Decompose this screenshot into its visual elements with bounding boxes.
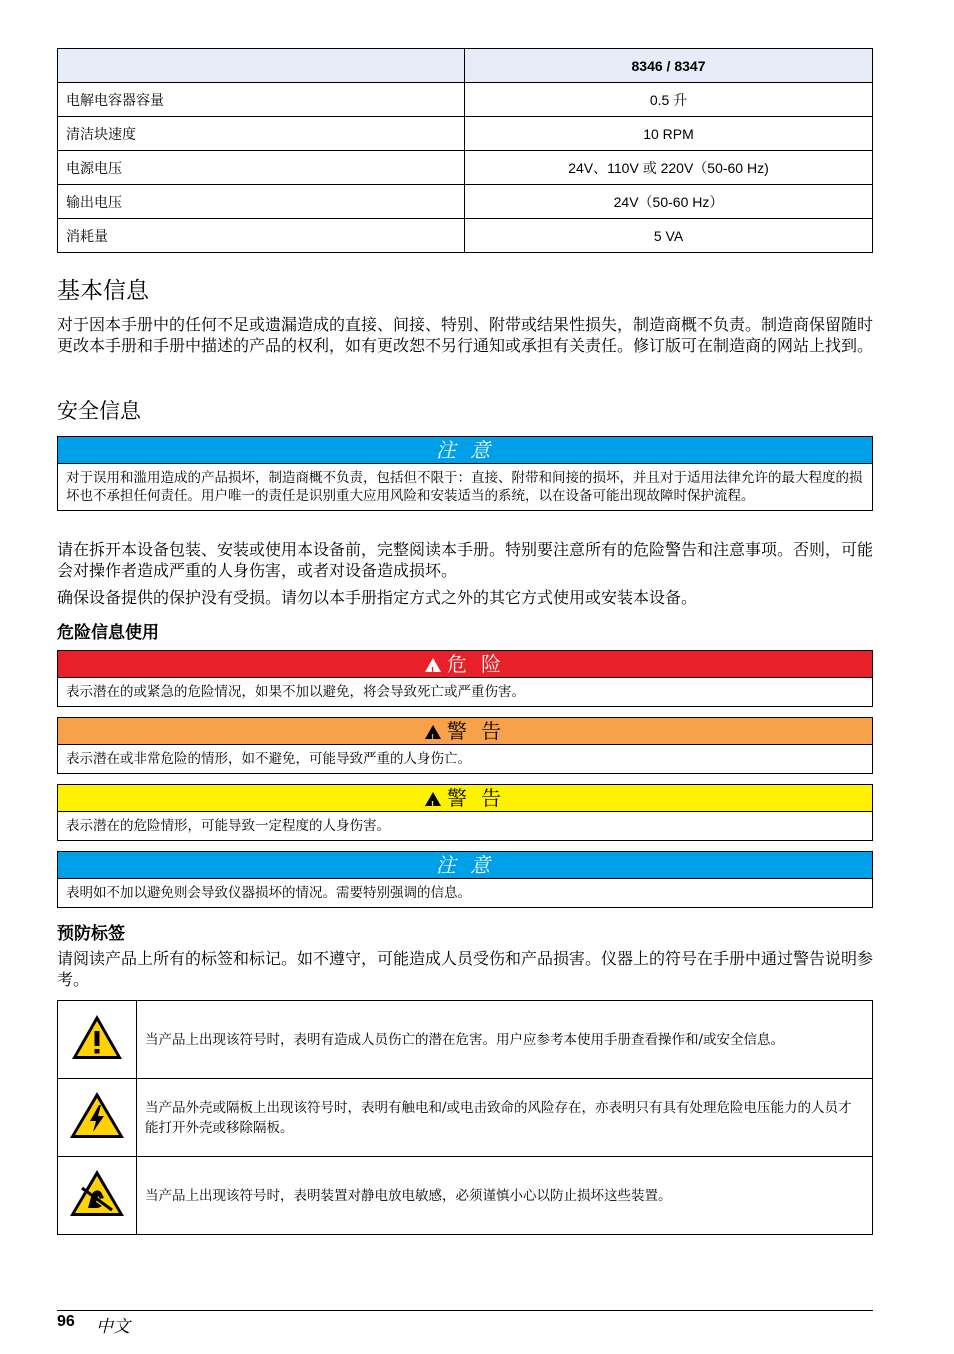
caution-text: 表示潜在的危险情形，可能导致一定程度的人身伤害。	[66, 818, 390, 834]
warning-box	[57, 717, 873, 774]
caution-label: 警 告	[446, 786, 506, 810]
warning-bar	[58, 718, 872, 745]
notice-text: 对于误用和滥用造成的产品损坏，制造商概不负责，包括但不限于：直接、附带和间接的损坏，并且对于适用法律允许的最大程度的损坏也不承担任何责任。用户唯一的责任是识别重大应用风险和安装适当的系统，以在设备可能出现故障时保护流程。	[66, 470, 863, 504]
spec-label: 电解电容器容量	[58, 83, 465, 117]
safety-paragraph-2: 确保设备提供的保护没有受损。请勿以本手册指定方式之外的其它方式使用或安装本设备。	[57, 588, 698, 607]
spec-header-cell-2: 8346 / 8347	[465, 49, 873, 83]
spec-label: 清洁块速度	[58, 117, 465, 151]
spec-value: 24V、110V 或 220V（50-60 Hz)	[465, 151, 873, 185]
table-row	[58, 1157, 873, 1235]
warning-triangle-icon	[70, 1013, 124, 1061]
esd-icon	[68, 1168, 126, 1218]
hazard-usage-heading: 危险信息使用	[57, 623, 159, 642]
table-row	[58, 117, 873, 151]
caution-bar	[58, 785, 872, 812]
spec-table	[57, 48, 873, 253]
spec-header-cell-1	[58, 49, 465, 83]
danger-label: 危 险	[446, 652, 506, 676]
precaution-text: 请阅读产品上所有的标签和标记。如不遵守，可能造成人员受伤和产品损害。仪器上的符号在手册中通过警告说明参考。	[57, 949, 874, 989]
notice-label-2: 注 意	[58, 852, 872, 879]
safety-info-heading: 安全信息	[57, 400, 141, 423]
spec-label: 电源电压	[58, 151, 465, 185]
safety-paragraph-1: 请在拆开本设备包装、安装或使用本设备前，完整阅读本手册。特别要注意所有的危险警告和注意事项。否则，可能会对操作者造成严重的人身伤害，或者对设备造成损坏。	[57, 540, 874, 580]
footer-divider	[57, 1310, 873, 1311]
warning-triangle-icon	[425, 792, 441, 806]
precaution-heading: 预防标签	[57, 924, 125, 943]
basic-info-text: 对于因本手册中的任何不足或遗漏造成的直接、间接、特别、附带或结果性损失，制造商概不负责。制造商保留随时更改本手册和手册中描述的产品的权利，如有更改恕不另行通知或承担有关责任。修订版可在制造商的网站上找到。	[57, 315, 874, 355]
table-row	[58, 83, 873, 117]
table-row	[58, 151, 873, 185]
spec-label: 输出电压	[58, 185, 465, 219]
danger-text: 表示潜在的或紧急的危险情况，如果不加以避免，将会导致死亡或严重伤害。	[66, 684, 525, 700]
symbol-description: 当产品上出现该符号时，表明装置对静电放电敏感，必须谨慎小心以防止损坏这些装置。	[137, 1157, 873, 1235]
spec-value: 5 VA	[465, 219, 873, 253]
spec-header-row	[58, 49, 873, 83]
danger-box	[57, 650, 873, 707]
footer-language: 中文	[96, 1317, 130, 1337]
symbol-description: 当产品上出现该符号时，表明有造成人员伤亡的潜在危害。用户应参考本使用手册查看操作和/或安全信息。	[137, 1001, 873, 1079]
page-number: 96	[57, 1313, 75, 1330]
warning-triangle-icon	[425, 658, 441, 672]
spec-value: 10 RPM	[465, 117, 873, 151]
notice-label: 注 意	[58, 437, 872, 464]
warning-text: 表示潜在或非常危险的情形，如不避免，可能导致严重的人身伤亡。	[66, 751, 471, 767]
basic-info-heading: 基本信息	[57, 277, 149, 303]
spec-value: 0.5 升	[465, 83, 873, 117]
spec-value: 24V（50-60 Hz）	[465, 185, 873, 219]
spec-label: 消耗量	[58, 219, 465, 253]
warning-label: 警 告	[446, 719, 506, 743]
symbol-description: 当产品外壳或隔板上出现该符号时，表明有触电和/或电击致命的风险存在，亦表明只有具有处理危险电压能力的人员才能打开外壳或移除隔板。	[137, 1079, 873, 1157]
notice-text-2: 表明如不加以避免则会导致仪器损坏的情况。需要特别强调的信息。	[66, 885, 471, 901]
table-row	[58, 219, 873, 253]
danger-bar	[58, 651, 872, 678]
table-row	[58, 1001, 873, 1079]
table-row	[58, 185, 873, 219]
caution-box	[57, 784, 873, 841]
symbol-table	[57, 1000, 873, 1235]
electrical-hazard-icon	[68, 1090, 126, 1140]
notice-box-2	[57, 851, 873, 908]
table-row	[58, 1079, 873, 1157]
warning-triangle-icon	[425, 725, 441, 739]
notice-box	[57, 436, 873, 511]
